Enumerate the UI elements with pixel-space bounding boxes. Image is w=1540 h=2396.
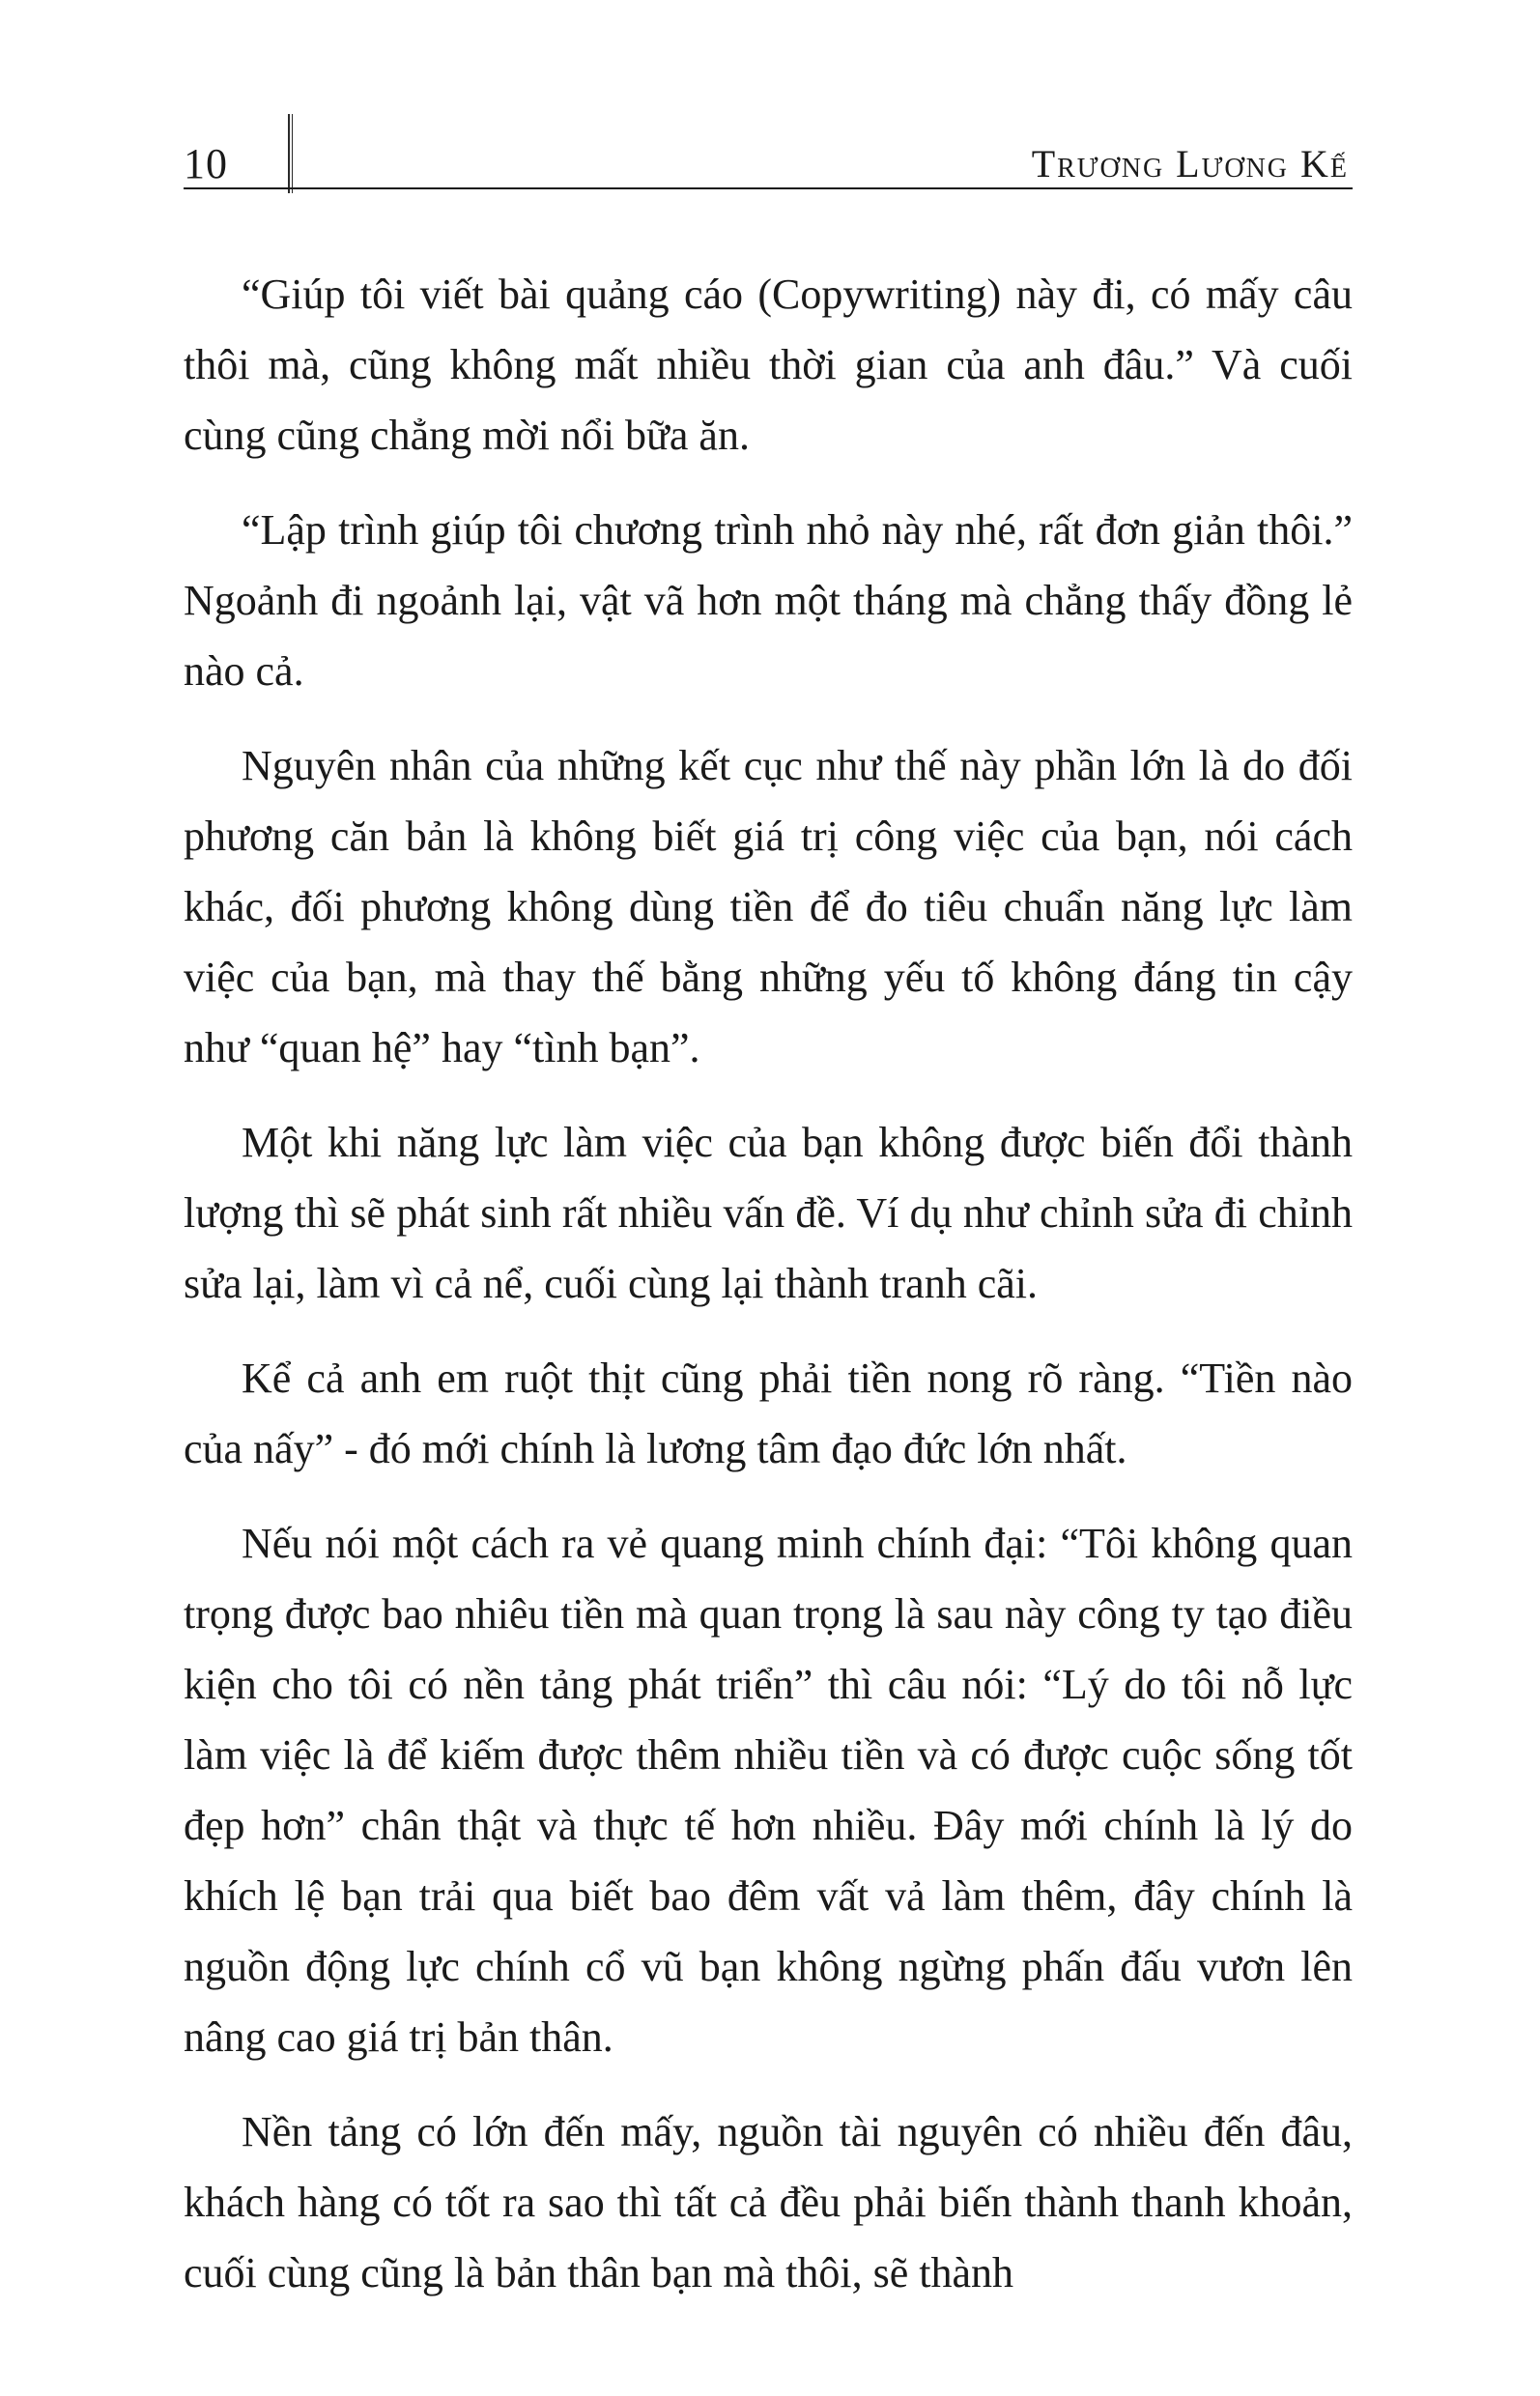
- paragraph: Nguyên nhân của những kết cục như thế này phần lớn là do đối phương căn bản là không biết giá trị công việc của bạn, nói cách khác, đối phương không dùng tiền để đo tiêu chuẩn năng lực làm việc của bạn, mà thay thế bằng những yếu tố không đáng tin cậy như “quan hệ” hay “tình bạn”.: [184, 742, 1353, 1071]
- paragraph: Nếu nói một cách ra vẻ quang minh chính đại: “Tôi không quan trọng được bao nhiêu tiền mà quan trọng là sau này công ty tạo điều kiện cho tôi có nền tảng phát triển” thì câu nói: “Lý do tôi nỗ lực làm việc là để kiếm được thêm nhiều tiền và có được cuộc sống tốt đẹp hơn” chân thật và thực tế hơn nhiều. Đây mới chính là lý do khích lệ bạn trải qua biết bao đêm vất vả làm thêm, đây chính là nguồn động lực chính cổ vũ bạn không ngừng phấn đấu vươn lên nâng cao giá trị bản thân.: [184, 1520, 1353, 2061]
- header-divider: [288, 114, 293, 193]
- page-number: 10: [184, 140, 228, 187]
- page-header: [184, 114, 1353, 191]
- paragraph: “Giúp tôi viết bài quảng cáo (Copywriting) này đi, có mấy câu thôi mà, cũng không mất nhiều thời gian của anh đâu.” Và cuối cùng cũng chẳng mời nổi bữa ăn.: [184, 271, 1353, 459]
- paragraph: Kể cả anh em ruột thịt cũng phải tiền nong rõ ràng. “Tiền nào của nấy” - đó mới chính là lương tâm đạo đức lớn nhất.: [184, 1355, 1353, 1472]
- paragraph: “Lập trình giúp tôi chương trình nhỏ này nhé, rất đơn giản thôi.” Ngoảnh đi ngoảnh lại, vật vã hơn một tháng mà chẳng thấy đồng lẻ nào cả.: [184, 506, 1353, 695]
- running-head-author: Trương Lương Kế: [1031, 142, 1349, 185]
- paragraph: Nền tảng có lớn đến mấy, nguồn tài nguyên có nhiều đến đâu, khách hàng có tốt ra sao thì tất cả đều phải biến thành thanh khoản, cuối cùng cũng là bản thân bạn mà thôi, sẽ thành: [184, 2108, 1353, 2296]
- body-text: [184, 259, 1353, 2332]
- header-rule: [184, 187, 1353, 189]
- paragraph: Một khi năng lực làm việc của bạn không được biến đổi thành lượng thì sẽ phát sinh rất nhiều vấn đề. Ví dụ như chỉnh sửa đi chỉnh sửa lại, làm vì cả nể, cuối cùng lại thành tranh cãi.: [184, 1119, 1353, 1307]
